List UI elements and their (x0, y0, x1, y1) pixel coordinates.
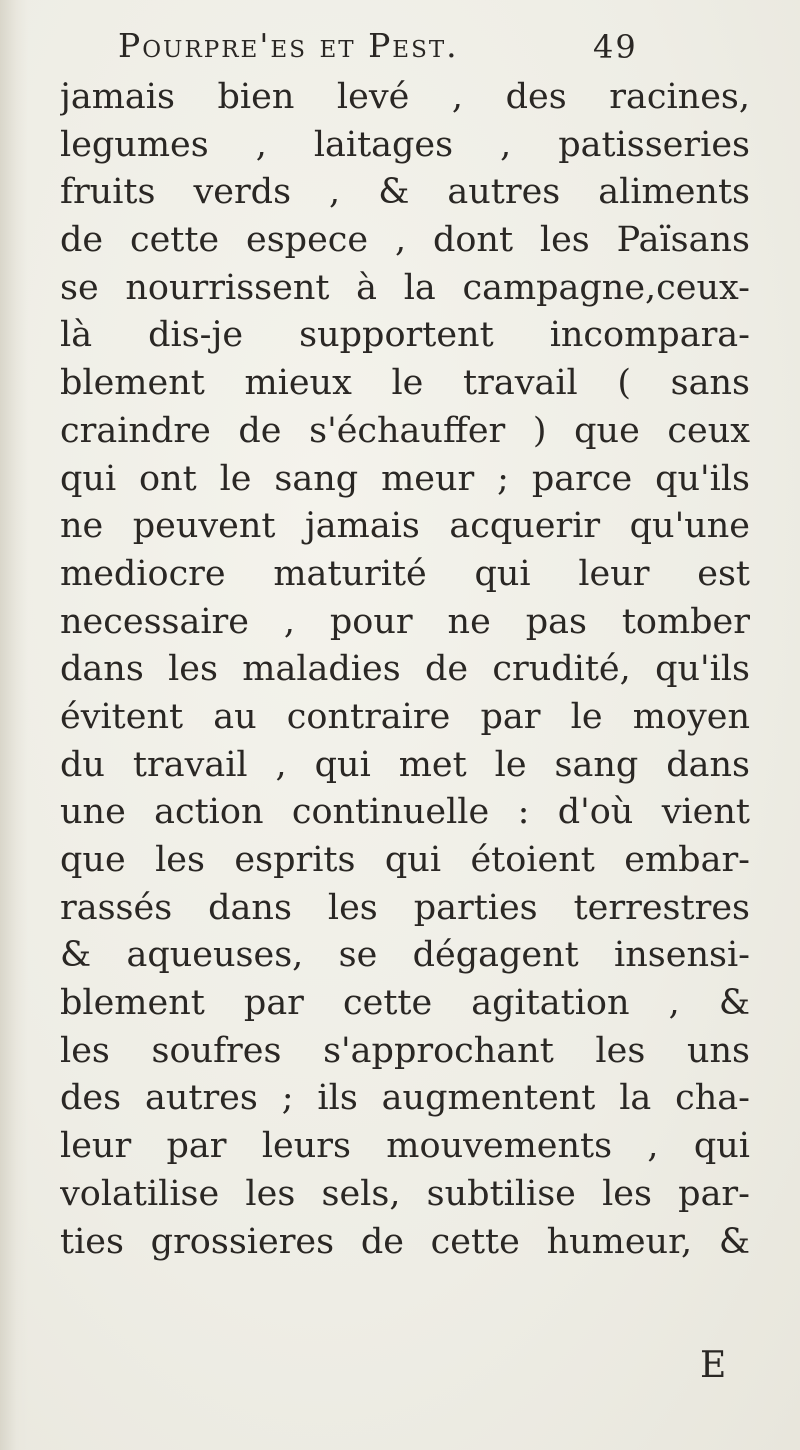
text-line: mediocre maturité qui leur est (60, 553, 750, 594)
running-header (118, 26, 678, 76)
page-gutter-shadow (0, 0, 28, 1450)
text-line: ne peuvent jamais acquerir qu'une (60, 506, 750, 547)
text-line: évitent au contraire par le moyen (60, 696, 750, 737)
text-line: legumes , laitages , patisseries (60, 124, 750, 165)
body-text (60, 74, 750, 1266)
text-line: des autres ; ils augmentent la cha- (60, 1078, 750, 1119)
text-line: que les esprits qui étoient embar- (60, 840, 750, 880)
text-line: de cette espece , dont les Païsans (60, 220, 750, 261)
text-line: se nourrissent à la campagne,ceux- (60, 267, 750, 308)
text-line: & aqueuses, se dégagent insensi- (60, 935, 750, 976)
text-line: blement par cette agitation , & (60, 983, 750, 1024)
text-line: les soufres s'approchant les uns (60, 1030, 750, 1071)
text-line: jamais bien levé , des racines, (60, 77, 750, 117)
text-line: là dis-je supportent incompara- (60, 315, 750, 356)
text-line: une action continuelle : d'où vient (60, 792, 750, 833)
catchword: E (700, 1345, 727, 1386)
text-line: dans les maladies de crudité, qu'ils (60, 649, 750, 690)
text-line: necessaire , pour ne pas tomber (60, 601, 750, 642)
text-line: rassés dans les parties terrestres (60, 887, 750, 928)
page-number: 49 (593, 28, 638, 66)
text-line: volatilise les sels, subtilise les par- (60, 1173, 750, 1214)
text-line: craindre de s'échauffer ) que ceux (60, 410, 750, 451)
text-line: blement mieux le travail ( sans (60, 363, 750, 404)
text-line: fruits verds , & autres aliments (60, 172, 750, 213)
running-title: Pourpre'es et Pest. (118, 26, 459, 65)
text-line: ties grossieres de cette humeur, & (60, 1221, 750, 1262)
text-line: leur par leurs mouvements , qui (60, 1126, 750, 1167)
text-line: du travail , qui met le sang dans (60, 744, 750, 785)
text-line: qui ont le sang meur ; parce qu'ils (60, 458, 750, 499)
